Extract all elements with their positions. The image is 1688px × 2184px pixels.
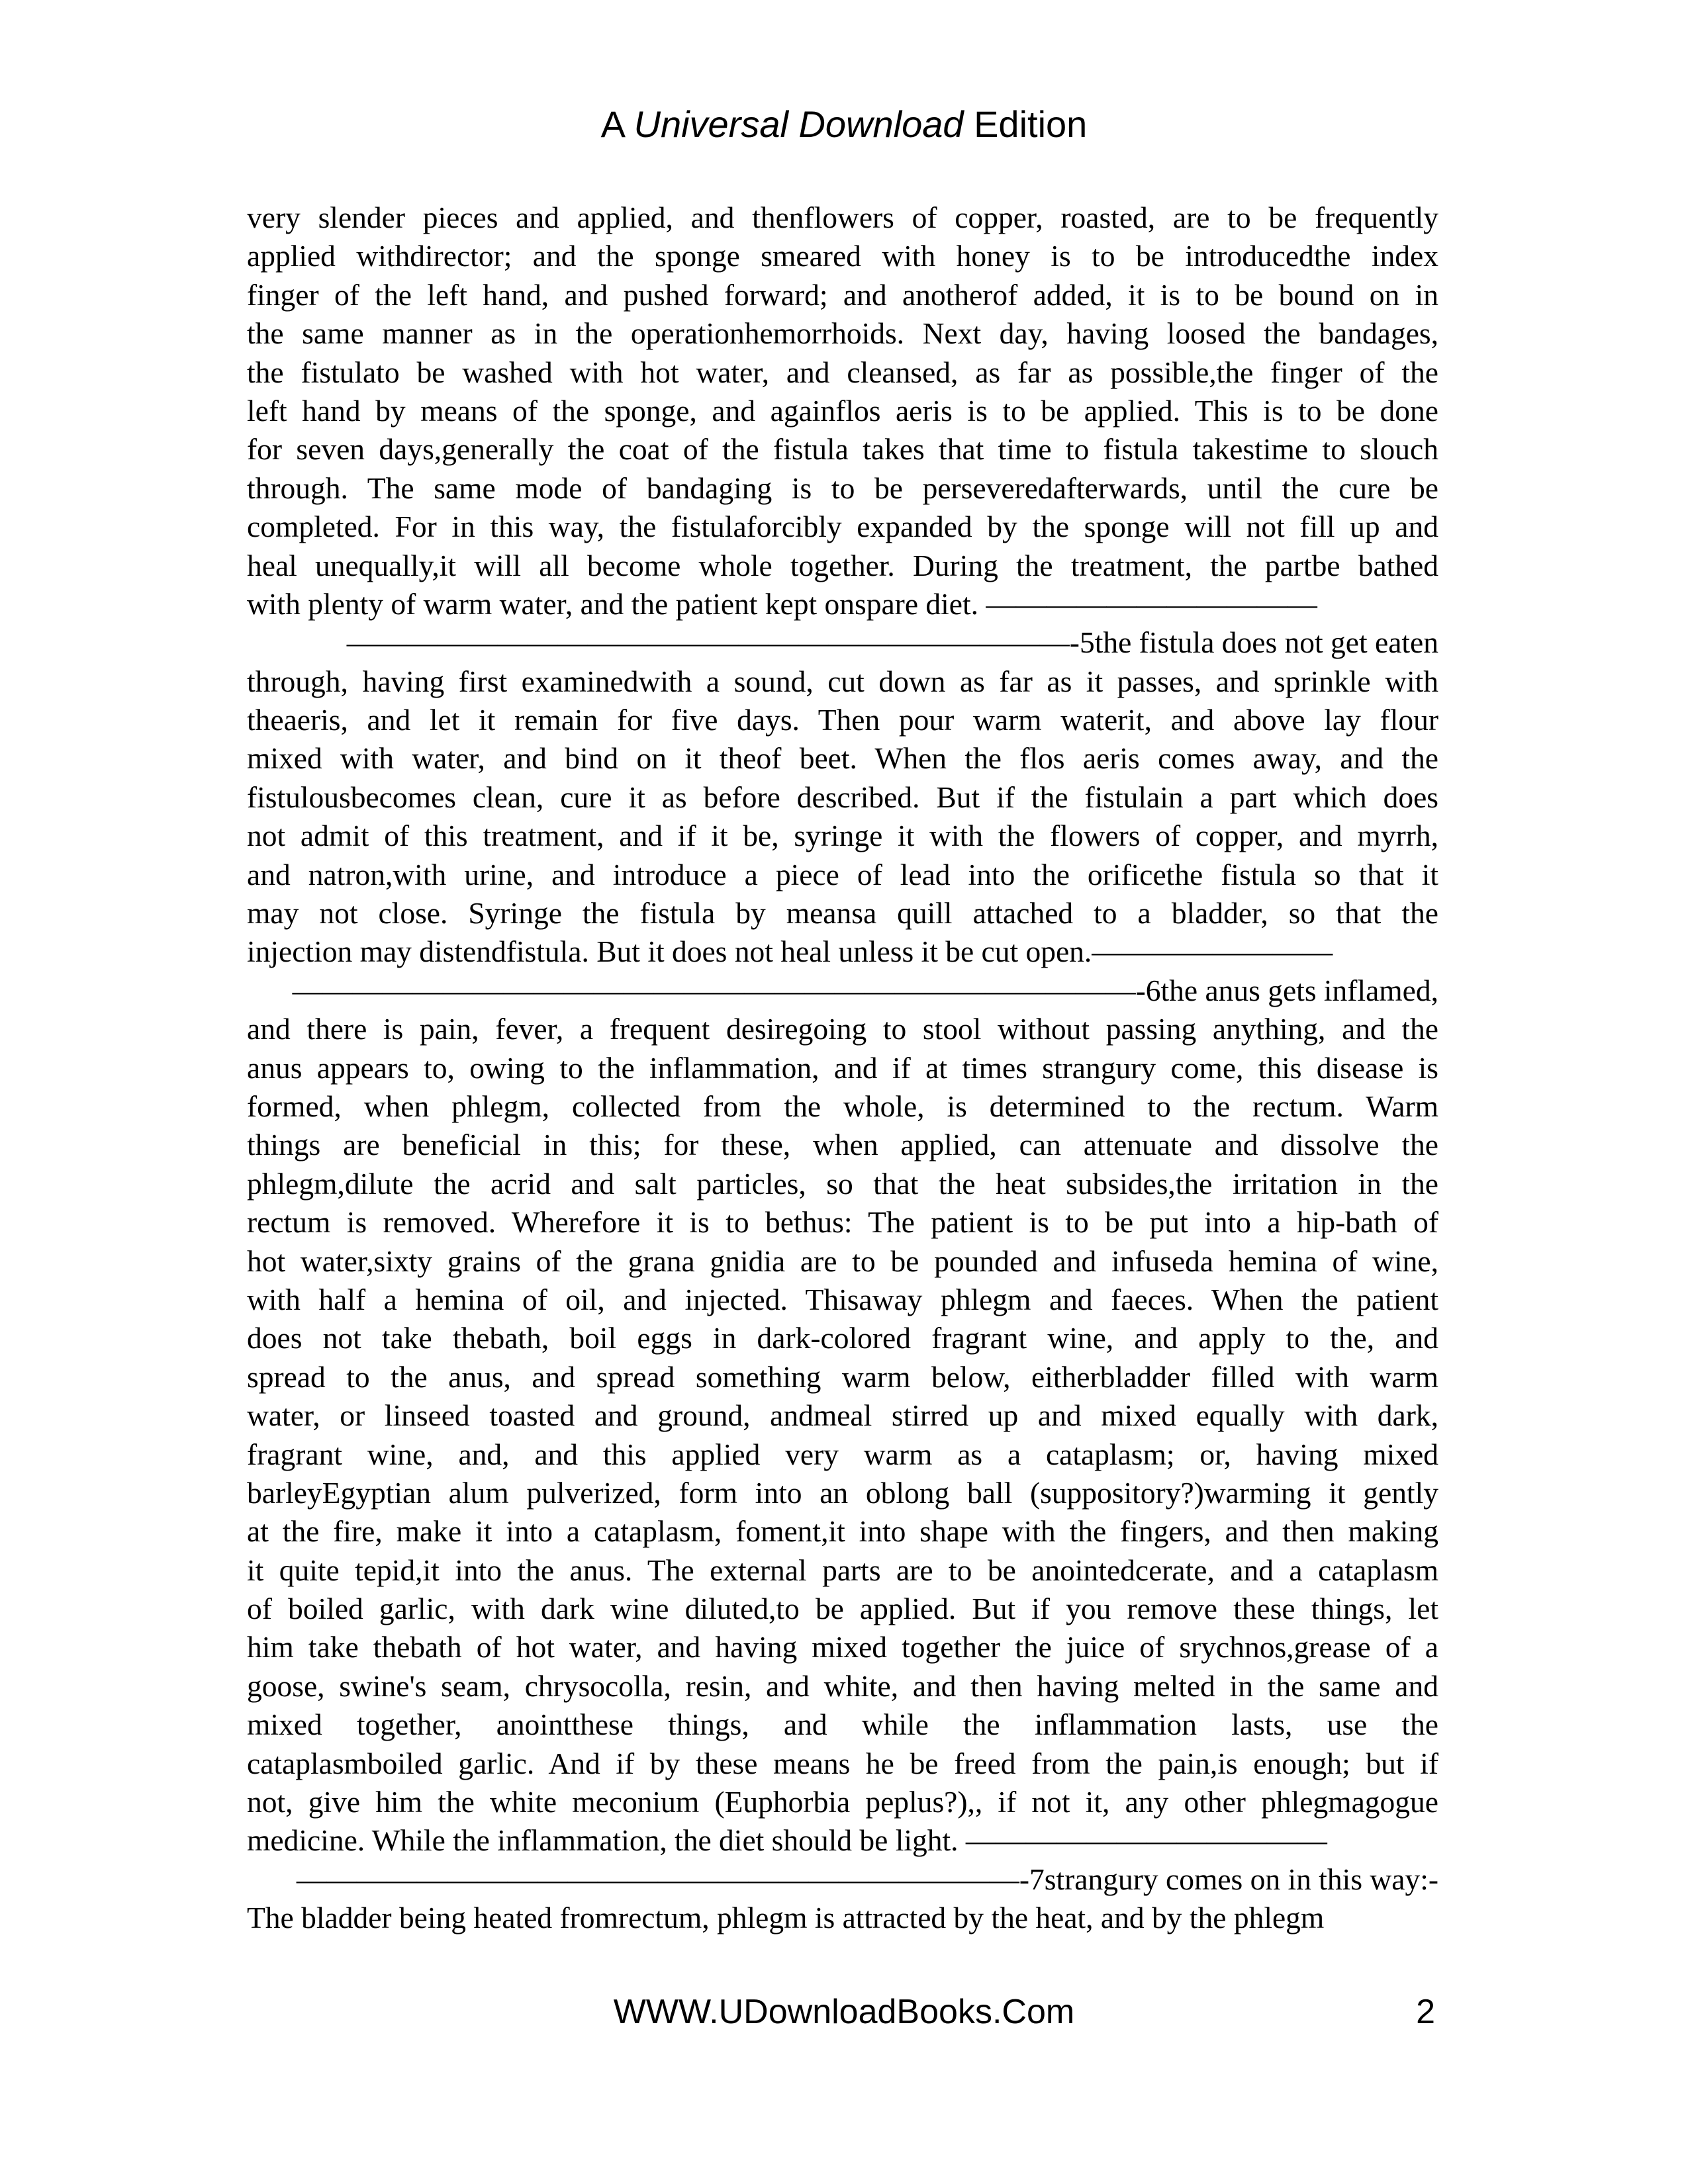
text-line: ————————————————————————————-6the anus gets inflamed, xyxy=(292,973,1438,1007)
text-line: medicine. While the inflammation, the diet should be light. ———————————— xyxy=(247,1823,1327,1858)
header-prefix: A xyxy=(600,103,634,145)
text-line: it quite tepid,it into the anus. The external parts are to be anointedcerate, and a cataplasm xyxy=(247,1553,1438,1587)
text-line: fistulousbecomes clean, cure it as before described. But if the fistulain a part which does xyxy=(247,780,1438,814)
text-line: completed. For in this way, the fistulaforcibly expanded by the sponge will not fill up and xyxy=(247,510,1438,544)
text-line: anus appears to, owing to the inflammation, and if at times strangury come, this disease is xyxy=(247,1050,1438,1085)
text-line: heal unequally,it will all become whole together. During the treatment, the partbe bathed xyxy=(247,548,1438,582)
text-line: does not take thebath, boil eggs in dark-colored fragrant wine, and apply to the, and xyxy=(247,1321,1438,1355)
text-line: The bladder being heated fromrectum, phlegm is attracted by the heat, and by the phlegm xyxy=(247,1901,1325,1935)
text-line: barleyEgyptian alum pulverized, form into an oblong ball (suppository?)warming it gently xyxy=(247,1475,1438,1510)
text-line: rectum is removed. Wherefore it is to bethus: The patient is to be put into a hip-bath of xyxy=(247,1205,1438,1240)
text-line: applied withdirector; and the sponge smeared with honey is to be introducedthe index xyxy=(247,239,1438,273)
edition-header xyxy=(0,98,1688,151)
text-line: with half a hemina of oil, and injected. Thisaway phlegm and faeces. When the patient xyxy=(247,1282,1438,1316)
text-line: not admit of this treatment, and if it be, syringe it with the flowers of copper, and myrrh, xyxy=(247,819,1438,853)
text-line: water, or linseed toasted and ground, andmeal stirred up and mixed equally with dark, xyxy=(247,1398,1438,1433)
text-line: fragrant wine, and, and this applied very warm as a cataplasm; or, having mixed xyxy=(247,1437,1438,1471)
text-line: spread to the anus, and spread something warm below, eitherbladder filled with warm xyxy=(247,1359,1438,1394)
page-body xyxy=(247,199,1438,1938)
text-line: through, having first examinedwith a sound, cut down as far as it passes, and sprinkle with xyxy=(247,664,1438,698)
header-italic-title: Universal Download xyxy=(633,103,964,145)
text-line: formed, when phlegm, collected from the whole, is determined to the rectum. Warm xyxy=(247,1089,1438,1123)
text-line: ————————————————————————-7strangury comes on in this way:- xyxy=(296,1862,1438,1896)
footer-website-url: WWW.UDownloadBooks.Com xyxy=(613,1993,1075,2031)
text-line: left hand by means of the sponge, and againflos aeris is to be applied. This is to be done xyxy=(247,393,1438,428)
text-line: finger of the left hand, and pushed forward; and anotherof added, it is to be bound on in xyxy=(247,277,1438,312)
text-line: at the fire, make it into a cataplasm, foment,it into shape with the fingers, and then making xyxy=(247,1514,1438,1549)
text-line: things are beneficial in this; for these, when applied, can attenuate and dissolve the xyxy=(247,1128,1438,1162)
text-line: the same manner as in the operationhemorrhoids. Next day, having loosed the bandages, xyxy=(247,316,1438,351)
text-line: the fistulato be washed with hot water, and cleansed, as far as possible,the finger of the xyxy=(247,355,1438,389)
text-line: hot water,sixty grains of the grana gnidia are to be pounded and infuseda hemina of wine, xyxy=(247,1244,1438,1278)
text-line: through. The same mode of bandaging is to be perseveredafterwards, until the cure be xyxy=(247,471,1438,505)
text-line: and there is pain, fever, a frequent desiregoing to stool without passing anything, and the xyxy=(247,1012,1438,1046)
text-line: cataplasmboiled garlic. And if by these means he be freed from the pain,is enough; but if xyxy=(247,1746,1438,1780)
text-line: ————————————————————————-5the fistula does not get eaten xyxy=(346,625,1438,660)
text-line: mixed with water, and bind on it theof beet. When the flos aeris comes away, and the xyxy=(247,741,1438,776)
text-line: him take thebath of hot water, and having mixed together the juice of srychnos,grease of a xyxy=(247,1630,1438,1664)
text-line: may not close. Syringe the fistula by meansa quill attached to a bladder, so that the xyxy=(247,896,1438,931)
text-line: injection may distendfistula. But it does not heal unless it be cut open.———————— xyxy=(247,934,1333,969)
text-line: of boiled garlic, with dark wine diluted,to be applied. But if you remove these things, let xyxy=(247,1592,1438,1626)
page-number: 2 xyxy=(1416,1993,1435,2031)
header-suffix: Edition xyxy=(963,103,1088,145)
text-line: for seven days,generally the coat of the fistula takes that time to fistula takestime to slouch xyxy=(247,432,1438,467)
text-line: with plenty of warm water, and the patient kept onspare diet. ——————————— xyxy=(247,586,1317,621)
text-line: phlegm,dilute the acrid and salt particles, so that the heat subsides,the irritation in the xyxy=(247,1166,1438,1201)
text-line: very slender pieces and applied, and thenflowers of copper, roasted, are to be frequently xyxy=(247,201,1438,234)
text-line: not, give him the white meconium (Euphorbia peplus?),, if not it, any other phlegmagogue xyxy=(247,1785,1438,1819)
text-line: goose, swine's seam, chrysocolla, resin, and white, and then having melted in the same and xyxy=(247,1668,1438,1703)
text-line: theaeris, and let it remain for five days. Then pour warm waterit, and above lay flour xyxy=(247,703,1438,737)
text-line: mixed together, anointthese things, and while the inflammation lasts, use the xyxy=(247,1707,1438,1742)
text-line: and natron,with urine, and introduce a piece of lead into the orificethe fistula so that it xyxy=(247,857,1438,891)
